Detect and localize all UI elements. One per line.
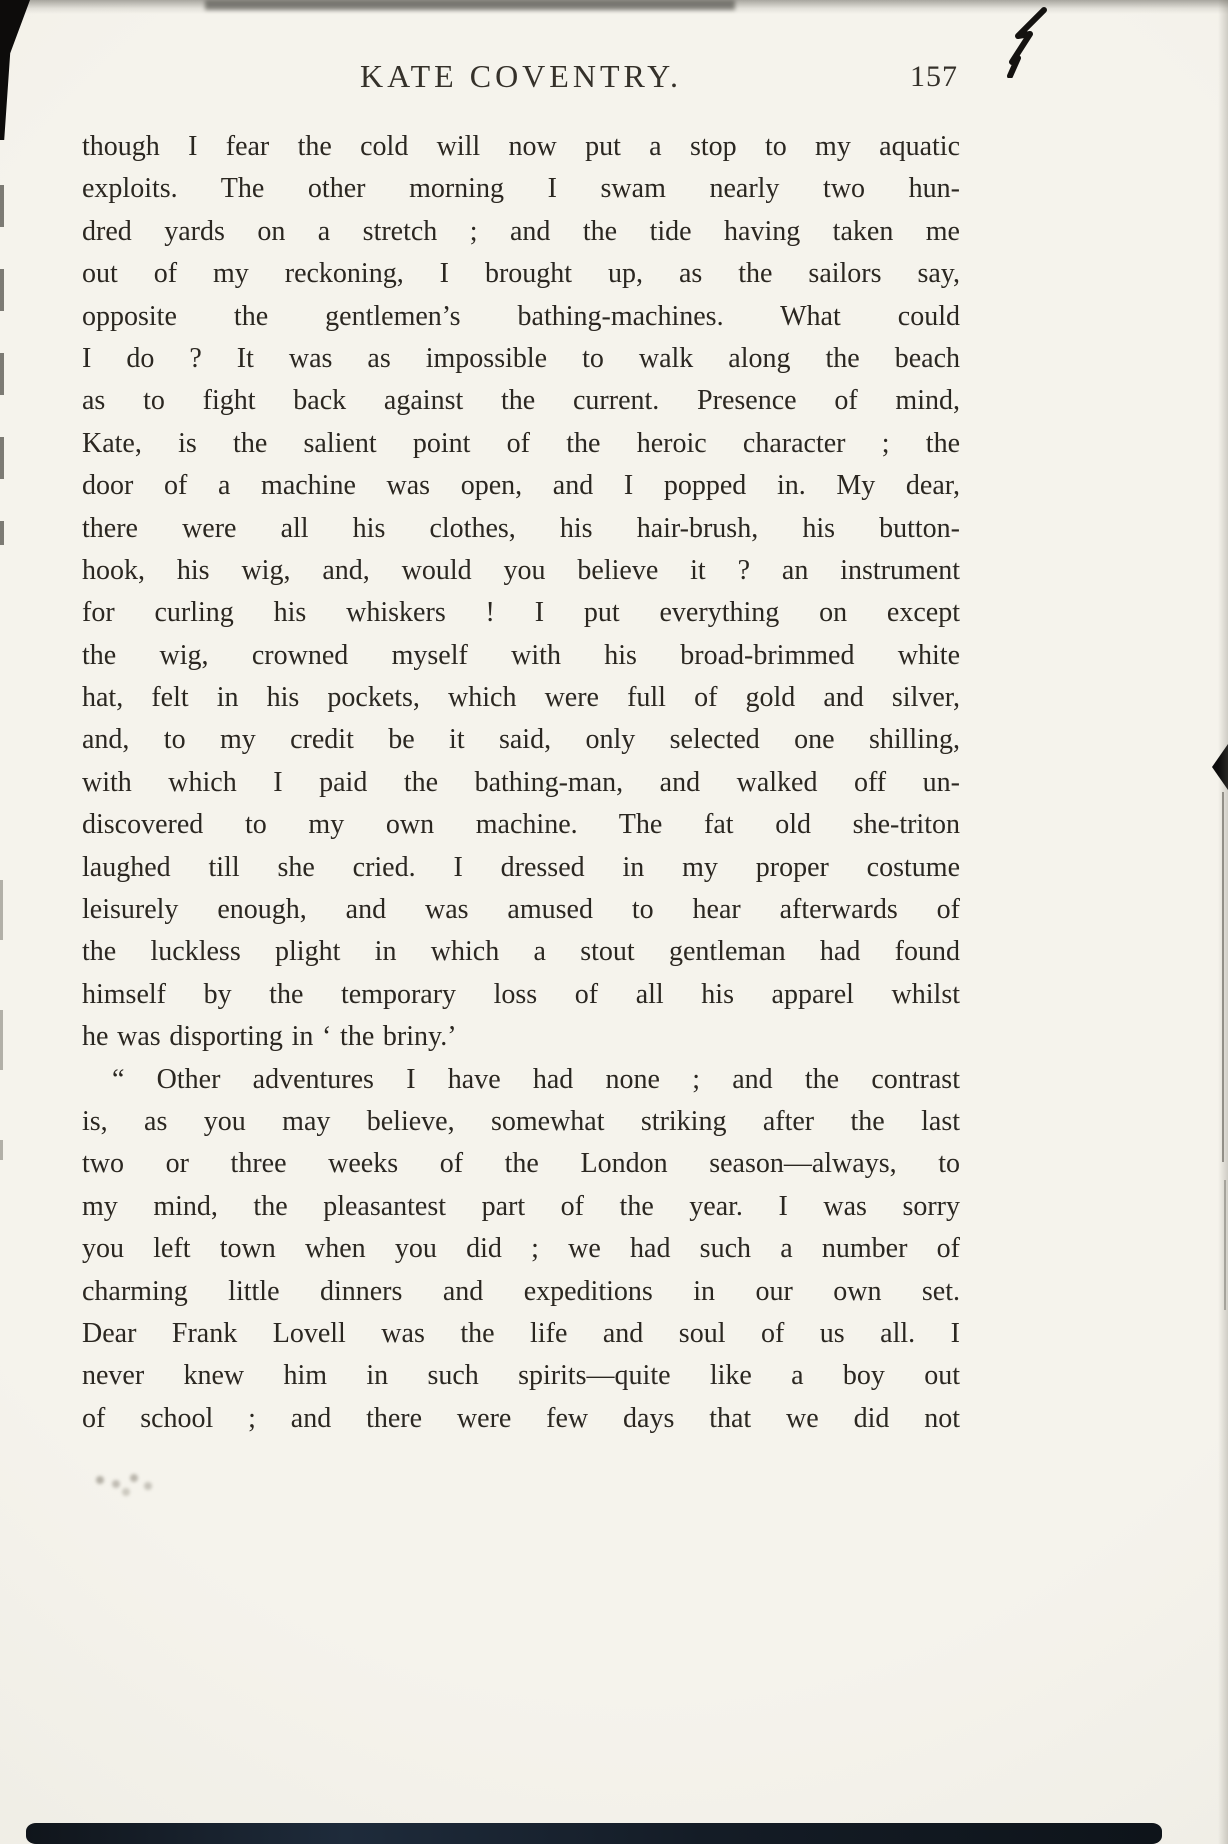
body-text: [82, 126, 960, 1440]
text-line: you left town when you did ; we had such a number of: [82, 1233, 960, 1265]
text-line: himself by the temporary loss of all his apparel whilst: [82, 978, 960, 1010]
text-line: the luckless plight in which a stout gentleman had found: [82, 936, 960, 968]
text-line: never knew him in such spirits—quite like a boy out: [82, 1360, 960, 1392]
scan-artifact-top-shadow: [205, 0, 735, 10]
text-line: two or three weeks of the London season—always, to: [82, 1148, 960, 1180]
paragraph: [82, 126, 960, 1059]
text-line: hook, his wig, and, would you believe it ? an instrument: [82, 554, 960, 586]
scan-artifact-right-edge-line: [1222, 792, 1224, 1162]
text-line: leisurely enough, and was amused to hear afterwards of: [82, 894, 960, 926]
text-line: he was disporting in ‘ the briny.’: [82, 1021, 457, 1053]
paragraph: [82, 1059, 960, 1441]
scan-artifact-right-edge-line-2: [1224, 1180, 1226, 1310]
scan-artifact-top-band: [0, 0, 1228, 14]
scan-artifact-smudge: [96, 1476, 104, 1484]
text-line: I do ? It was as impossible to walk along the beach: [82, 342, 960, 374]
text-line: my mind, the pleasantest part of the year. I was sorry: [82, 1190, 960, 1222]
scan-artifact-left-corner: [0, 0, 30, 140]
text-line: for curling his whiskers ! I put everything on except: [82, 597, 960, 629]
page-header: [82, 58, 960, 108]
text-line: out of my reckoning, I brought up, as the sailors say,: [82, 258, 960, 290]
scan-artifact-pen-mark: [992, 6, 1052, 78]
running-title: KATE COVENTRY.: [359, 58, 683, 94]
text-line: there were all his clothes, his hair-brush, his button-: [82, 512, 960, 544]
text-line: laughed till she cried. I dressed in my proper costume: [82, 851, 960, 883]
text-line: with which I paid the bathing-man, and walked off un-: [82, 766, 960, 798]
text-line: Dear Frank Lovell was the life and soul of us all. I: [82, 1317, 960, 1349]
text-line: the wig, crowned myself with his broad-brimmed white: [82, 639, 960, 671]
text-line: opposite the gentlemen’s bathing-machines. What could: [82, 300, 960, 332]
text-line: discovered to my own machine. The fat old she-triton: [82, 809, 960, 841]
text-line: and, to my credit be it said, only selected one shilling,: [82, 724, 960, 756]
text-line: as to fight back against the current. Presence of mind,: [82, 385, 960, 417]
scan-artifact-bottom-bar: [26, 1823, 1162, 1844]
scan-artifact-right-notch: [1212, 744, 1228, 790]
text-line: charming little dinners and expeditions in our own set.: [82, 1275, 960, 1307]
text-line: exploits. The other morning I swam nearly two hun-: [82, 173, 960, 205]
scan-artifact-left-edge-marks: [0, 185, 4, 545]
text-line: of school ; and there were few days that we did not: [82, 1402, 960, 1434]
text-line: Kate, is the salient point of the heroic character ; the: [82, 427, 960, 459]
text-line: though I fear the cold will now put a stop to my aquatic: [82, 131, 960, 162]
scan-artifact-right-shade: [1218, 0, 1228, 1844]
text-line: is, as you may believe, somewhat striking after the last: [82, 1105, 960, 1137]
scan-artifact-left-edge-marks-lower: [0, 880, 3, 1160]
text-line: hat, felt in his pockets, which were full of gold and silver,: [82, 682, 960, 714]
page-number: 157: [910, 60, 958, 93]
text-line: “ Other adventures I have had none ; and the contrast: [112, 1063, 960, 1095]
text-line: door of a machine was open, and I popped in. My dear,: [82, 470, 960, 502]
text-line: dred yards on a stretch ; and the tide having taken me: [82, 215, 960, 247]
